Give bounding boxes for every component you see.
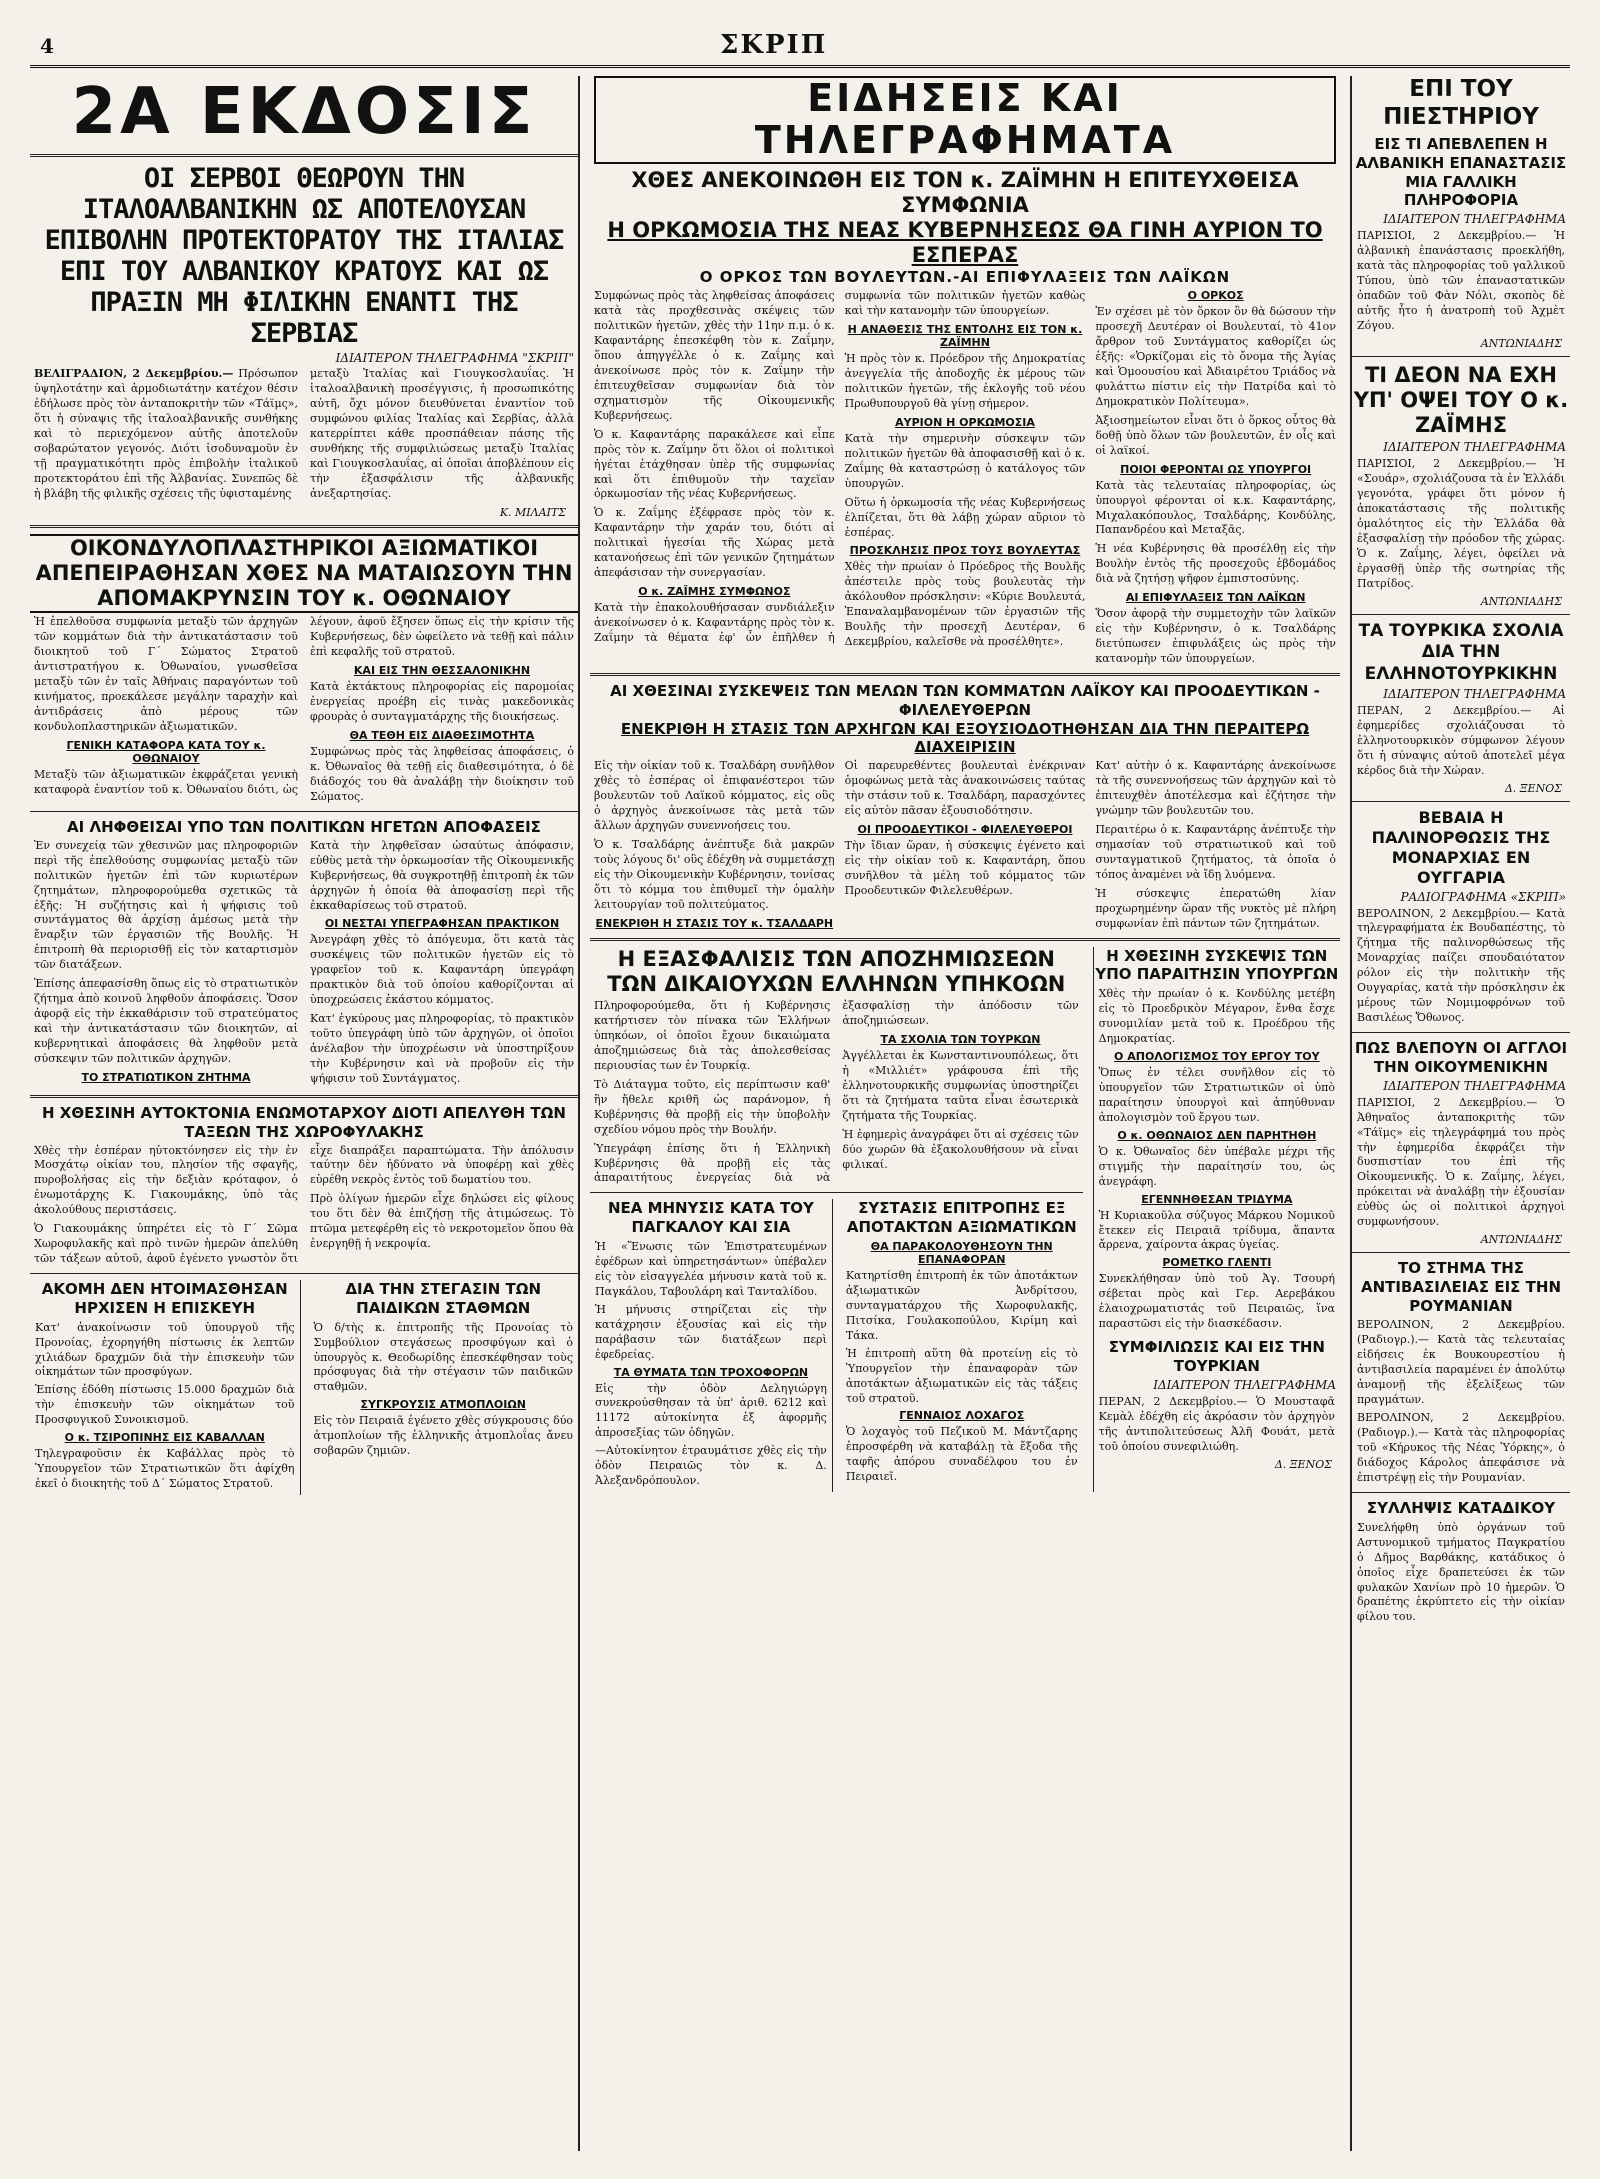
article-source: ΙΔΙΑΙΤΕΡΟΝ ΤΗΛΕΓΡΑΦΗΜΑ [1383,686,1566,701]
paragraph: Κατὰ τὴν ληφθεῖσαν ὡσαύτως ἀπόφασιν, εὐθὺς μετὰ τὴν ὁρκωμοσίαν τῆς Οἰκουμενικῆς Κυβερνήσεως, θὰ συγκροτηθῇ ἐπιτροπὴ ἐκ τῶν ἀρχηγῶν ἡ ὁποία θὰ ἀποφασίσῃ περὶ τῆς ἐκκαθαρίσεως τοῦ στρατοῦ. [310,838,574,912]
section-banner [594,76,1336,164]
paragraph: Ἡ «Ἕνωσις τῶν Ἐπιστρατευμένων ἐφέδρων καὶ ὑπηρετησάντων» ὑπέβαλεν εἰς τὸν εἰσαγγελέα μήνυσιν κατὰ τοῦ κ. Παγκάλου, Ταβουλάρη καὶ Τανταλίδου. [595,1239,827,1298]
article-headline: Η ΧΘΕΣΙΝΗ ΣΥΣΚΕΨΙΣ ΤΩΝ ΥΠΟ ΠΑΡΑΙΤΗΣΙΝ ΥΠΟΥΡΓΩΝ [1095,946,1339,984]
section-title: ΕΙΔΗΣΕΙΣ ΚΑΙ ΤΗΛΕΓΡΑΦΗΜΑΤΑ [754,76,1176,162]
article-romania [1352,1259,1570,1486]
article-nurseries [309,1280,579,1495]
signature: ΑΝΤΩΝΙΑΔΗΣ [1480,595,1562,608]
article-body [34,367,574,519]
paragraph: Περαιτέρω ὁ κ. Καφαντάρης ἀνέπτυξε τὴν σημασίαν τοῦ στρατιωτικοῦ καὶ τοῦ συνταγματικοῦ ζητήματος, τὰ ὁποῖα ὁ τόπος ἀναμένει νὰ ἴδῃ λυόμενα. [1095,822,1336,881]
paragraph: Ἡ Κυριακοῦλα σύζυγος Μάρκου Νομικοῦ ἔτεκεν εἰς Πειραιᾶ τρίδυμα, ἅπαντα ἄρρενα, χαίροντα ἀκρας ὑγείας. [1098,1208,1335,1252]
article-source: ΙΔΙΑΙΤΕΡΟΝ ΤΗΛΕΓΡΑΦΗΜΑ [1383,440,1566,455]
article-english [1352,1039,1570,1246]
article-headline: ΑΚΟΜΗ ΔΕΝ ΗΤΟΙΜΑΣΘΗΣΑΝ ΗΡΧΙΣΕΝ Η ΕΠΙΣΚΕΥΗ [41,1280,288,1317]
article-headline: ΤΑ ΤΟΥΡΚΙΚΑ ΣΧΟΛΙΑ ΔΙΑ ΤΗΝ ΕΛΛΗΝΟΤΟΥΡΚΙΚΗΝ [1358,621,1564,684]
divider [590,1192,1083,1193]
paragraph: Συνελήφθη ὑπὸ ὀργάνων τοῦ Αστυνομικοῦ τμήματος Παγκρατίου ὁ Δῆμος Βαρθάκης, κατάδικος ὁ ὁποῖος εἶχε δραπετεύσει ἐκ τῶν φυλακῶν Χανίων πρὸ 10 ἡμερῶν. Ὁ δραπέτης ἐκρύπτετο εἰς τὴν οἰκίαν φίλου του. [1357,1520,1565,1624]
subheading: ΑΙ ΕΠΙΦΥΛΑΞΕΙΣ ΤΩΝ ΛΑΪΚΩΝ [1125,591,1306,605]
paragraph: Ἡ ἐπελθοῦσα συμφωνία μεταξὺ τῶν ἀρχηγῶν τῶν κομμάτων διὰ τὴν ἀντικατάστασιν τοῦ διοικητοῦ τοῦ Γ΄ Σώματος Στρατοῦ ἀντιστρατήγου κ. Ὀθωναίου, γνωσθεῖσα μεταξὺ τῶν ἐν ταῖς Ἀθήναις παραγόντων τοῦ κινήματος, προεκάλεσε μεγάλην ταραχὴν καὶ ἀντιδράσεις ἀπὸ μέρους τῶν κονδυλοπλαστηρικῶν ἀξιωματικῶν. [34,615,298,734]
center-bottom-row [590,1199,1083,1492]
paragraph: Ὁ κ. Καφαντάρης παρακάλεσε καὶ εἶπε πρὸς τὸν κ. Ζαΐμην ὅτι ὅλοι οἱ πολιτικοὶ ἡγέται ἐτάχθησαν ὑπὲρ τῆς συμφωνίας καὶ ὅτι ἐπιθυμοῦν τὴν ταχεῖαν ὁρκωμοσίαν τῆς νέας Κυβερνήσεως. [594,427,835,501]
paragraph: ΠΕΡΑΝ, 2 Δεκεμβρίου.— Αἱ ἐφημερίδες σχολιάζουσαι τὸ ἑλληνοτουρκικὸν σύμφωνον λέγουν ὅτι ἡ σύναψις αὐτοῦ ἀποτελεῖ μέγα κέρδος διὰ τὴν Χώραν. [1357,703,1565,777]
divider [1352,801,1570,802]
divider [30,1095,578,1098]
paragraph: Μεταξὺ τῶν ἀξιωματικῶν ἐκφράζεται γενικὴ καταφορὰ ἐναντίον τοῦ κ. Ὀθωναίου διότι, ὡς λέγουν, ἀφοῦ ἔξησεν ὅπως εἰς τὴν κρίσιν τῆς Κυβερνήσεως, δὲν ὠφείλετο νὰ τεθῇ καὶ πάλιν ἐπὶ κεφαλῆς τοῦ στρατοῦ. [34,615,574,796]
subheading: Η ΑΝΑΘΕΣΙΣ ΤΗΣ ΕΝΤΟΛΗΣ ΕΙΣ ΤΟΝ κ. ΖΑΪΜΗΝ [847,323,1083,349]
article-officers [30,534,578,805]
paragraph: Κατηρτίσθη ἐπιτροπὴ ἐκ τῶν ἀποτάκτων ἀξιωματικῶν Ἀνδρίτσου, συνταγματάρχου τῆς Χωροφυλακῆς, Πιτσίκα, Γουλακοπούλου, Κιρίμη καὶ Τάκα. [845,1268,1078,1342]
paragraph: Κατ' ἀνακοίνωσιν τοῦ ὑπουργοῦ τῆς Προνοίας, ἐχορηγήθη πίστωσις ἐκ λεπτῶν χιλιάδων δραχμῶν διὰ τὴν ἐπισκευὴν τῶν οἰκημάτων τῶν προσφύγων. [35,1320,295,1379]
article-decisions [30,818,578,1089]
article-lead [590,168,1340,668]
article-headline: ΟΙ ΣΕΡΒΟΙ ΘΕΩΡΟΥΝ ΤΗΝ ΙΤΑΛΟΑΛΒΑΝΙΚΗΝ ΩΣ ΑΠΟΤΕΛΟΥΣΑΝ ΕΠΙΒΟΛΗΝ ΠΡΟΤΕΚΤΟΡΑΤΟΥ ΤΗΣ ΙΤΑΛΙΑΣ ΕΠΙ ΤΟΥ ΑΛΒΑΝΙΚΟΥ ΚΡΑΤΟΥΣ ΚΑΙ ΩΣ ΠΡΑΞΙΝ ΜΗ ΦΙΛΙΚΗΝ ΕΝΑΝΤΙ ΤΗΣ ΣΕΡΒΙΑΣ [44,163,564,350]
article-subheadline: ΕΝΕΚΡΙΘΗ Η ΣΤΑΣΙΣ ΤΩΝ ΑΡΧΗΓΩΝ ΚΑΙ ΕΞΟΥΣΙΟΔΟΤΗΘΗΣΑΝ ΔΙΑ ΤΗΝ ΠΕΡΑΙΤΕΡΩ ΔΙΑΧΕΙΡΙΣΙΝ [620,719,1310,757]
subheading: ΟΙ ΝΕΣΤΑΙ ΥΠΕΓΡΑΦΗΣΑΝ ΠΡΑΚΤΙΚΟΝ [324,917,560,931]
article-repairs [30,1280,301,1495]
paragraph: Ὁ δ/τὴς κ. ἐπιτροπῆς τῆς Προνοίας τὸ Συμβούλιον στεγάσεως προσφύγων καὶ ὁ ὑπουργὸς κ. Θεοδωρίδης ἐπεσκέφθησαν τοὺς πρόσφυγας διὰ τὴν στέγασιν τῶν παιδικῶν σταθμῶν. [313,1320,573,1394]
article-headline: ΠΩΣ ΒΛΕΠΟΥΝ ΟΙ ΑΓΓΛΟΙ ΤΗΝ ΟΙΚΟΥΜΕΝΙΚΗΝ [1354,1039,1568,1076]
subheading: ΑΥΡΙΟΝ Η ΟΡΚΩΜΟΣΙΑ [895,415,1035,429]
paragraph: ΒΕΡΟΛΙΝΟΝ, 2 Δεκεμβρίου. (Ραδιογρ.).— Κατὰ τὰς τελευταίας εἰδήσεις ἐκ Βουκουρεστίου ἡ ἀντιβασιλεία παραμένει ἐν ἀπολύτῳ ἀναμονῇ τῆς ἐξελίξεως τῶν πραγμάτων. [1357,1318,1565,1407]
paragraph: ΠΕΡΑΝ, 2 Δεκεμβρίου.— Ὁ Μουσταφᾶ Κεμὰλ ἐδέχθη εἰς ἀκρόασιν τὸν ἀρχηγὸν τῆς ἀντιπολιτεύσεως Ἀλῆ Φουάτ, μετὰ τοῦ ὁποίου συνεφιλιώθη. [1098,1394,1335,1453]
masthead: ΣΚΡΙΠ [720,30,828,60]
article-body [34,839,574,1089]
page-number: 4 [40,34,54,58]
paragraph: Οὕτω ἡ ὁρκωμοσία τῆς νέας Κυβερνήσεως ἐλπίζεται, ὅτι θὰ λάβῃ χώραν αὔριον τὸ ἑσπέρας. [844,495,1086,539]
paragraph-text: Πρόσωπον ὑψηλοτάτην καὶ ἁρμοδιωτάτην κατέχον θέσιν ἐδήλωσε πρὸς τὸν ἀνταποκριτὴν τῶν «Τάϊμς», ὅτι ἡ σύναψις τῆς ἰταλοαλβανικῆς συνθήκης καὶ τὸ περιεχόμενον αὐτῆς ἀποτελοῦν σοβαρώτατον γεγονός. Διότι ἰσοδυναμοῦν ἐν τῇ πραγματικότητι πρὸς ἐπιβολὴν ἰταλικοῦ προτεκτοράτου ἐπὶ τῆς Ἀλβανίας. Συνεπῶς δὲ ἡ βλάβη τῆς φιλικῆς σχέσεις τῆς ὑφισταμένης [34,367,298,500]
article-body [34,615,574,805]
article-headline: ΔΙΑ ΤΗΝ ΣΤΕΓΑΣΙΝ ΤΩΝ ΠΑΙΔΙΚΩΝ ΣΤΑΘΜΩΝ [345,1280,542,1317]
paragraph: Ἡ ἐπιτροπὴ αὕτη θὰ προτείνῃ εἰς τὸ Ὑπουργεῖον τὴν ἐπαναφορὰν τῶν ἀποτάκτων ἀξιωματικῶν εἰς τὰς τάξεις τοῦ στρατοῦ. [845,1346,1078,1405]
paragraph: Κατὰ ἐκτάκτους πληροφορίας εἰς παρομοίας ἐνεργείας προέβη εἰς τινὰς μακεδονικὰς φρουρὰς ὁ συνταγματάρχης τῆς διοικήσεως. [310,680,574,724]
paragraph: Χθὲς τὴν πρωίαν ὁ κ. Κονδύλης μετέβη εἰς τὸ Προεδρικὸν Μέγαρον, ἔνθα ἔσχε συνομιλίαν μετὰ τοῦ κ. Προέδρου τῆς Δημοκρατίας. [1098,987,1335,1045]
paragraph: Πληροφορούμεθα, ὅτι ἡ Κυβέρνησις κατήρτισεν τὸν πίνακα τῶν Ἑλλήνων ὑπηκόων, οἱ ὁποῖοι ἔχουν δικαιώματα ἀποζημιώσεως διὰ τὰς ἀπολεσθείσας περιουσίας των ἐν Τουρκίᾳ. [594,998,831,1072]
article-body [594,759,1336,931]
article-headline: ΕΠΙ ΤΟΥ ΠΙΕΣΤΗΡΙΟΥ [1383,76,1539,130]
subheading: Ο κ. ΖΑΪΜΗΣ ΣΥΜΦΩΝΟΣ [638,585,791,599]
article-committee [841,1199,1083,1492]
paragraph: Ὅσον ἀφορᾷ τὴν συμμετοχὴν τῶν λαϊκῶν εἰς τὴν Κυβέρνησιν, ὁ κ. Τσαλδάρης διετύπωσεν ἐπιφυλάξεις ὡς πρὸς τὴν κατανομὴν τῶν ὑπουργείων. [1095,607,1336,666]
dateline: ΒΕΛΙΓΡΑΔΙΟΝ, 2 Δεκεμβρίου.— [34,367,234,381]
subheading: Ο κ. ΤΣΙΡΟΠΙΝΗΣ ΕΙΣ ΚΑΒΑΛΛΑΝ [64,1431,265,1445]
signature: Δ. ΞΕΝΟΣ [1274,1457,1332,1471]
right-column [1350,76,1570,2151]
paragraph: Ὁ κ. Ὀθωναῖος δὲν ὑπέβαλε μέχρι τῆς στιγμῆς τὴν παραίτησίν του, ὡς ἀνεγράφη. [1098,1144,1335,1188]
subheading: ΘΑ ΤΕΘΗ ΕΙΣ ΔΙΑΘΕΣΙΜΟΤΗΤΑ [349,729,535,743]
paragraph: Εἰς τὴν οἰκίαν τοῦ κ. Τσαλδάρη συνῆλθον χθὲς τὸ ἑσπέρας οἱ ἐπιφανέστεροι τῶν βουλευτῶν τοῦ Λαϊκοῦ κόμματος, εἰς οὓς ὁ ἀρχηγὸς ἀνεκοίνωσε τὰς μετὰ τῶν ἄλλων ἀρχηγῶν συνεννοήσεις του. [594,759,835,832]
paragraph: Κατ' αὐτὴν ὁ κ. Καφαντάρης ἀνεκοίνωσε τὰ τῆς συνεννοήσεως τῶν ἀρχηγῶν καὶ τὸ ἐπιτευχθὲν ἀποτέλεσμα καὶ ἐζήτησε τὴν γνώμην τῶν βουλευτῶν του. [1095,759,1336,817]
paragraph: Κατὰ τὴν ἐπακολουθήσασαν συνδιάλεξιν ἀνεκοίνωσεν ὁ κ. Καφαντάρης πρὸς τὸν κ. Ζαΐμην τὰ θέματα ἐφ' ὧν ἐπῆλθεν ἡ συμφωνία τῶν πολιτικῶν ἡγετῶν καθὼς καὶ τὴν κατανομὴν τῶν ὑπουργείων. [594,289,1086,645]
paragraph: —Αὐτοκίνητον ἐτραυμάτισε χθὲς εἰς τὴν ὁδὸν Πειραιῶς τὸν κ. Δ. Ἀλεξανδρόπουλον. [595,1444,827,1488]
center-lower-left [590,947,1083,1493]
article-headline: Η ΧΘΕΣΙΝΗ ΑΥΤΟΚΤΟΝΙΑ ΕΝΩΜΟΤΑΡΧΟΥ ΔΙΟΤΙ ΑΠΕΛΥΘΗ ΤΩΝ ΤΑΞΕΩΝ ΤΗΣ ΧΩΡΟΦΥΛΑΚΗΣ [42,1104,566,1141]
center-lower-section [590,947,1340,1493]
paragraph: Ἐν σχέσει μὲ τὸν ὅρκον ὃν θὰ δώσουν τὴν προσεχῆ Δευτέραν οἱ Βουλευταί, τὸ 41ον ἄρθρον τοῦ Συντάγματος καθορίζει ὡς ἑξῆς: «Ὁρκίζομαι εἰς τὸ ὄνομα τῆς Ἁγίας καὶ Ὁμοουσίου καὶ Ἀδιαιρέτου Τριάδος νὰ φυλάττω πίστιν εἰς τὴν Πατρίδα καὶ τὸ Δημοκρατικὸν Πολίτευμα». [1095,305,1336,408]
article-subheadline: ΕΙΣ ΤΙ ΑΠΕΒΛΕΠΕΝ Η ΑΛΒΑΝΙΚΗ ΕΠΑΝΑΣΤΑΣΙΣ ΜΙΑ ΓΑΛΛΙΚΗ ΠΛΗΡΟΦΟΡΙΑ [1355,135,1567,210]
divider [30,811,578,812]
signature: ΑΝΤΩΝΙΑΔΗΣ [1480,1233,1562,1247]
paragraph: ΠΑΡΙΣΙΟΙ, 2 Δεκεμβρίου.— Ἡ «Σουάρ», σχολιάζουσα τὰ ἐν Ἑλλάδι γεγονότα, γράφει ὅτι μόνον ἡ ἀποκατάστασις τῆς πολιτικῆς ὁμαλότητος εἰς τὴν Ἑλλάδα θὰ ἐξασφαλίσῃ τὴν πρόοδον τῆς χώρας. Ὁ κ. Ζαΐμης, λέγει, ὀφείλει νὰ ἐργασθῇ ὑπὲρ τῆς σωτηρίας τῆς Πατρίδος. [1357,457,1565,591]
subheading: ΤΑ ΣΧΟΛΙΑ ΤΩΝ ΤΟΥΡΚΩΝ [880,1032,1041,1046]
divider [30,525,578,528]
paragraph: Ἀγγέλλεται ἐκ Κωνσταντινουπόλεως, ὅτι ἡ «Μιλλιέτ» γράφουσα ἐπὶ τῆς ἑλληνοτουρκικῆς συμφωνίας ὑποστηρίζει ὅτι τὰ ζητήματα ταῦτα εἶναι ἐσωτερικὰ ζητήματα τῆς Τουρκίας. [842,1048,1079,1122]
subheading: Ο ΟΡΚΟΣ [1187,289,1244,303]
paragraph: Ἡ σύσκεψις ἐπερατώθη λίαν προχωρημένην ὥραν τῆς νυκτὸς μὲ πλήρη συμφωνίαν ἐπὶ πάντων τῶν ζητημάτων. [1095,886,1336,930]
divider [1352,1252,1570,1253]
paragraph: ΠΑΡΙΣΙΟΙ, 2 Δεκεμβρίου.— Ὁ Ἀθηναῖος ἀνταποκριτὴς τῶν «Τάϊμς» εἰς τηλεγράφημά του πρὸς τὴν ἐφημερίδα ἐκφράζει τὴν δυσπιστίαν του ἐπὶ τῆς Οἰκουμενικῆς. Ὁ κ. Ζαΐμης, λέγει, πρόκειται νὰ ἀναλάβῃ τὴν ἐξουσίαν εὐθὺς ὡς οἱ πολιτικοὶ ἀρχηγοὶ συμφωνήσουν. [1357,1095,1565,1229]
paragraph: Ἡ πρὸς τὸν κ. Πρόεδρον τῆς Δημοκρατίας ἀνεγγελία τῆς ἀποδοχῆς ἐκ μέρους τῶν πολιτικῶν ἡγετῶν, τῆς ἐκλογῆς τοῦ νέου Πρωθυπουργοῦ θὰ γίνῃ σήμερον. [844,352,1086,410]
article-subheadline: Ο ΟΡΚΟΣ ΤΩΝ ΒΟΥΛΕΥΤΩΝ.-ΑΙ ΕΠΙΦΥΛΑΞΕΙΣ ΤΩΝ ΛΑΪΚΩΝ [699,268,1231,287]
paragraph: Ὑπεγράφη ἐπίσης ὅτι ἡ Ἑλληνικὴ Κυβέρνησις θὰ προβῇ εἰς τὰς ἀπαραιτήτους ἐνεργείας διὰ νὰ ἐξασφαλίσῃ τὴν ἀπόδοσιν τῶν ἀποζημιώσεων. [594,998,1079,1185]
divider [1352,1032,1570,1033]
article-body [594,999,1079,1186]
divider [590,938,1340,941]
article-headline: ΑΙ ΛΗΦΘΕΙΣΑΙ ΥΠΟ ΤΩΝ ΠΟΛΙΤΙΚΩΝ ΗΓΕΤΩΝ ΑΠΟΦΑΣΕΙΣ [67,817,541,836]
paragraph: ΒΕΡΟΛΙΝΟΝ, 2 Δεκεμβρίου. (Ραδιογρ.).— Κατὰ τὰς πληροφορίας τοῦ «Κήρυκος τῆς Νέας Ὑόρκης», ὁ διάδοχος Κάρολος ἀπεφάσισε νὰ ἐπιστρέψῃ εἰς τὴν Ρουμανίαν. [1357,1411,1565,1484]
page-header [30,28,1570,68]
article-arrest [1352,1499,1570,1625]
divider [1352,356,1570,357]
article-serbs [30,163,578,519]
paragraph: Ἐν συνεχείᾳ τῶν χθεσινῶν μας πληροφοριῶν περὶ τῆς ἐπελθούσης συμφωνίας μεταξὺ τῶν πολιτικῶν ἡγετῶν ἐπὶ τῶν κυριωτέρων ζητημάτων, πληροφορούμεθα σχετικῶς τὰ ἑξῆς: Ἡ συζήτησις καὶ ἡ ψήφισις τοῦ συντάγματος θὰ ἀρχίσῃ ἀμέσως μετὰ τὴν ἔναρξιν τῶν ἐργασιῶν τῆς Βουλῆς. Ἡ ἐπιτροπὴ θὰ περιορισθῇ εἰς τὸν καταρτισμὸν τῶν διατάξεων. [34,838,298,972]
subheading: ΟΙ ΠΡΟΟΔΕΥΤΙΚΟΙ - ΦΙΛΕΛΕΥΘΕΡΟΙ [857,822,1073,836]
article-headline: ΣΥΛΛΗΨΙΣ ΚΑΤΑΔΙΚΟΥ [1366,1498,1556,1517]
paragraph: μεταξὺ Ἰταλίας καὶ Γιουγκοσλαυΐας. Ἡ ἰταλοαλβανικὴ προσέγγισις, ἡ προσωπικότης αὐτῆ, ὄχι μόνον διευθύνεται ἐναντίον τοῦ συμφώνου φιλίας Ἰταλίας καὶ Σερβίας, ἀλλὰ κατερρίπτει κάθε προσπάθειαν πάσης τῆς συνθήκης τῆς συμφιλιώσεως μεταξὺ Ἰταλίας καὶ Γιουγκοσλαυΐας, αἱ ὁποῖαι ἀποβλέπουν εἰς τὴν ἐξασφάλισιν τῆς ἀλβανικῆς ἀνεξαρτησίας. [310,367,574,500]
subheading: ΣΥΓΚΡΟΥΣΙΣ ΑΤΜΟΠΛΟΙΩΝ [360,1398,526,1412]
article-headline: Η ΕΞΑΣΦΑΛΙΣΙΣ ΤΩΝ ΑΠΟΖΗΜΙΩΣΕΩΝ ΤΩΝ ΔΙΚΑΙΟΥΧΩΝ ΕΛΛΗΝΩΝ ΥΠΗΚΟΩΝ [607,946,1066,996]
paragraph: Ὁ λοχαγὸς τοῦ Πεζικοῦ Μ. Μάντζαρης ἐπροσφέρθη νὰ καταβάλῃ τὰ ἔξοδα τῆς ταφῆς ἀπόρου συναδέλφου του ἐν Πειραιεῖ. [845,1425,1078,1484]
article-headline: Η ΟΡΚΩΜΟΣΙΑ ΤΗΣ ΝΕΑΣ ΚΥΒΕΡΝΗΣΕΩΣ ΘΑ ΓΙΝΗ ΑΥΡΙΟΝ ΤΟ ΕΣΠΕΡΑΣ [607,217,1323,268]
paragraph: Εἰς τὴν ὁδὸν Δεληγιώργη συνεκρούσθησαν τὰ ὑπ' ἀριθ. 6212 καὶ 11172 αὐτοκίνητα ἐξ ἀφορμῆς ἀπροσεξίας τῶν ὁδηγῶν. [595,1381,827,1440]
subheading: ΓΕΝΝΑΙΟΣ ΛΟΧΑΓΟΣ [899,1409,1025,1423]
paragraph: Ἐπίσης ἐδόθη πίστωσις 15.000 δραχμῶν διὰ τὴν ἐπισκευὴν τῶν οἰκημάτων τοῦ Προσφυγικοῦ Συνοικισμοῦ. [35,1383,295,1427]
article-source: ΡΑΔΙΟΓΡΑΦΗΜΑ «ΣΚΡΙΠ» [1400,889,1566,904]
paragraph: Εἰς τὸν Πειραιᾶ ἐγένετο χθὲς σύγκρουσις δύο ἀτμοπλοίων τῆς ἑλληνικῆς ἀτμοπλοΐας ἄνευ σοβαρῶν ζημιῶν. [313,1414,573,1458]
article-headline: ΣΥΣΤΑΣΙΣ ΕΠΙΤΡΟΠΗΣ ΕΞ ΑΠΟΤΑΚΤΩΝ ΑΞΙΩΜΑΤΙΚΩΝ [846,1199,1077,1237]
paragraph: Ὅπως ἐν τέλει συνῆλθον εἰς τὸ ὑπουργεῖον τῶν Στρατιωτικῶν οἱ ὑπὸ παραίτησιν ὑπουργοὶ καὶ ἀπηύθυναν ἀπολογισμὸν τοῦ ἔργου των. [1098,1065,1335,1124]
left-column [30,76,580,2151]
paragraph: Ὁ κ. Τσαλδάρης ἀνέπτυξε διὰ μακρῶν τοὺς λόγους δι' οὓς ἐδέχθη νὰ συμμετάσχῃ εἰς τὴν Οἰκουμενικὴν Κυβέρνησιν, τονίσας ὅτι τὸ κόμμα του ἐπιθυμεῖ τὴν ὁμαλὴν λειτουργίαν τοῦ πολιτεύματος. [594,837,835,911]
article-headline: ΧΘΕΣ ΑΝΕΚΟΙΝΩΘΗ ΕΙΣ ΤΟΝ κ. ΖΑΪΜΗΝ Η ΕΠΙΤΕΥΧΘΕΙΣΑ ΣΥΜΦΩΝΙΑ [631,167,1299,217]
subheading: ΓΕΝΙΚΗ ΚΑΤΑΦΟΡΑ ΚΑΤΑ ΤΟΥ κ. ΟΘΩΝΑΙΟΥ [66,739,266,766]
article-body [34,1144,574,1268]
paragraph: Συμφώνως πρὸς τὰς ληφθείσας ἀποφάσεις, ὁ κ. Ὀθωναῖος θὰ τεθῇ εἰς διαθεσιμότητα, ὁ δὲ διάδοχός του θὰ ἀναλάβῃ τὴν διοίκησιν τοῦ Σώματος. [310,745,574,803]
signature: Κ. ΜΙΛΑΙΤΣ [499,505,566,519]
article-press [1352,76,1570,350]
subheading: ΠΡΟΣΚΛΗΣΙΣ ΠΡΟΣ ΤΟΥΣ ΒΟΥΛΕΥΤΑΣ [849,544,1081,558]
paragraph: Τὴν ἴδιαν ὥραν, ἡ σύσκεψις ἐγένετο καὶ εἰς τὴν οἰκίαν τοῦ κ. Καφαντάρη, ὅπου συνῆλθον τὰ μέλη τοῦ κόμματος τῶν Προοδευτικῶν Φιλελευθέρων. [844,838,1086,897]
divider [590,673,1340,676]
paragraph: Ἀνεγράφη χθὲς τὸ ἀπόγευμα, ὅτι κατὰ τὰς συσκέψεις τῶν πολιτικῶν ἡγετῶν εἰς τὸ γραφεῖον τοῦ κ. Καφαντάρη ὑπεγράφη πρακτικὸν διὰ τοῦ ὁποίου καθορίζονται αἱ ὑποχρεώσεις ἑκάστου κόμματος. [310,933,574,1007]
newspaper-page [30,28,1570,2158]
paragraph: Κατὰ τὴν σημερινὴν σύσκεψιν τῶν πολιτικῶν ἡγετῶν θὰ ἀποφασισθῇ καὶ ὁ κ. Ζαΐμης θὰ καταστρώσῃ ὁ κατάλογος τῶν ὑπουργῶν. [844,431,1086,490]
subheading: ΕΝΕΚΡΙΘΗ Η ΣΤΑΣΙΣ ΤΟΥ κ. ΤΣΑΛΔΑΡΗ [595,916,834,930]
paragraph: Ἡ ἐφημερὶς ἀναγράφει ὅτι αἱ σχέσεις τῶν δύο χωρῶν θὰ ἐξακολουθήσουν νὰ εἶναι φιλικαί. [842,1127,1079,1171]
article-source: ΙΔΙΑΙΤΕΡΟΝ ΤΗΛΕΓΡΑΦΗΜΑ "ΣΚΡΙΠ" [335,351,574,366]
article-hungary [1352,808,1570,1027]
article-source: ΙΔΙΑΙΤΕΡΟΝ ΤΗΛΕΓΡΑΦΗΜΑ [1383,212,1566,227]
edition-title: 2Α ΕΚΔΟΣΙΣ [71,76,537,149]
divider [30,154,578,157]
article-zaimis [1352,363,1570,608]
article-turkish [1352,621,1570,795]
paragraph: Χθὲς τὴν πρωίαν ὁ Πρόεδρος τῆς Βουλῆς ἀπέστειλε πρὸς τοὺς βουλευτὰς τὴν ἀκόλουθον πρόσκλησιν: «Κύριε Βουλευτά, Ἐπαναλαμβανομένων τῶν ἐργασιῶν τῆς Βουλῆς τὴν προσεχῆ Δευτέραν, 6 Δεκεμβρίου, καλεῖσθε νὰ προσέλθητε». [844,560,1086,649]
center-lower-right [1093,947,1340,1493]
signature: ΑΝΤΩΝΙΑΔΗΣ [1480,336,1562,350]
paragraph: ΒΕΡΟΛΙΝΟΝ, 2 Δεκεμβρίου.— Κατὰ τηλεγραφήματα ἐκ Βουδαπέστης, τὸ ζήτημα τῆς παλινορθώσεως τῆς Μοναρχίας παίζει σπουδαιότατον ρόλον εἰς τὴν πολιτικὴν τῆς Ουγγαρίας, κατὰ τὴν πρόσκλησιν ἐκ μέρους τῶν Νομιμοφρόνων τοῦ Βασιλέως Ὄθωνος. [1357,906,1565,1025]
paragraph: Ἡ μήνυσις στηρίζεται εἰς τὴν κατάχρησιν ἐξουσίας καὶ εἰς τὴν παράβασιν τῶν διατάξεων περὶ ἐφεδρείας. [595,1302,827,1361]
article-suicide [30,1104,578,1267]
paragraph: Ὁ κ. Ζαΐμης ἐξέφρασε πρὸς τὸν κ. Καφαντάρην τὴν χαράν του, διότι αἱ πολιτικαὶ ἡγεσίαι τῆς Χώρας μετὰ κατανοήσεως ἐπὶ τῶν γενικῶν ζητημάτων ἀπεφάσισαν τὴν συνεργασίαν. [594,506,835,580]
article-ministers [1094,947,1340,1471]
article-party-meetings [590,682,1340,931]
paragraph: Ἡ νέα Κυβέρνησις θὰ προσέλθῃ εἰς τὴν Βουλὴν ἐντὸς τῆς προσεχοῦς ἑβδομάδος διὰ νὰ ζητήσῃ ψῆφον ἐμπιστοσύνης. [1095,542,1336,586]
paragraph: Πρὸ ὀλίγων ἡμερῶν εἶχε δηλώσει εἰς φίλους του ὅτι δὲν θὰ ἐπιζήσῃ τῆς ἀτιμώσεως. Τὸ πτῶμα μετεφέρθη εἰς τὸ νεκροτομεῖον ὅπου θὰ ἐνεργηθῇ ἡ νεκροψία. [310,1192,574,1251]
paragraph: Ὁ Γιακουμάκης ὑπηρέτει εἰς τὸ Γ΄ Σῶμα Χωροφυλακῆς καὶ πρὸ τινῶν ἡμερῶν ἀπελύθη τῶν τάξεων αὐτοῦ, ἀφοῦ ἐγένετο γνωστὸν ὅτι εἶχε διαπράξει παραπτώματα. Τὴν ἀπόλυσιν ταύτην δὲν ἠδύνατο νὰ ὑποφέρῃ καὶ χθὲς εὑρέθη νεκρὸς ἐντὸς τοῦ δωματίου του. [34,1143,574,1266]
paragraph: Συνεκλήθησαν ὑπὸ τοῦ Ἀγ. Τσουρή σέβεται πρὸς καὶ Γερ. Αερεβάκου ἐλαιοχρωματιστάς τοῦ Πειραιῶς, ἵνα παραστῶσι εἰς τὴν διασκέδασιν. [1098,1272,1335,1331]
subheading: ΕΓΕΝΝΗΘΕΣΑΝ ΤΡΙΔΥΜΑ [1141,1192,1293,1206]
article-compensation [590,947,1083,1187]
subheading: Ο ΑΠΟΛΟΓΙΣΜΟΣ ΤΟΥ ΕΡΓΟΥ ΤΟΥ [1114,1049,1320,1063]
paragraph: Ἐπίσης ἀπεφασίσθη ὅπως εἰς τὸ στρατιωτικὸν ζήτημα ἀπὸ κοινοῦ ληφθοῦν ἀποφάσεις. Ὅσον ἀφορᾷ εἰς τὴν ἐκκαθάρισιν τοῦ στρατεύματος καὶ τὴν ἀντικατάστασιν τῶν διοικητῶν, αἱ κυβερνητικαὶ ἀποφάσεις θὰ ληφθοῦν μετὰ σύσκεψιν τῶν πολιτικῶν ἀρχηγῶν. [34,977,298,1066]
paragraph: Ἀξιοσημείωτον εἶναι ὅτι ὁ ὅρκος οὗτος θὰ δοθῇ ὑπὸ ὅλων τῶν βουλευτῶν, ἐν οἷς καὶ οἱ λαϊκοί. [1095,413,1336,457]
paragraph: Οἱ παρευρεθέντες βουλευταὶ ἐνέκριναν ὁμοφώνως μετὰ τὰς ἀνακοινώσεις ταύτας τὴν στάσιν τοῦ κ. Τσαλδάρη, παρασχόντες εἰς αὐτὸν πᾶσαν ἐξουσιοδότησιν. [844,759,1086,817]
subheading: ΡΟΜΕΤΚΟ ΓΛΕΝΤΙ [1162,1256,1272,1270]
article-source: ΙΔΙΑΙΤΕΡΟΝ ΤΗΛΕΓΡΑΦΗΜΑ [1153,1377,1336,1392]
article-body [594,289,1336,667]
center-column [590,76,1340,2151]
article-headline: ΤΙ ΔΕΟΝ ΝΑ ΕΧΗ ΥΠ' ΟΨΕΙ ΤΟΥ Ο κ. ΖΑΪΜΗΣ [1353,362,1569,438]
article-headline: ΝΕΑ ΜΗΝΥΣΙΣ ΚΑΤΑ ΤΟΥ ΠΑΓΚΑΛΟΥ ΚΑΙ ΣΙΑ [607,1199,814,1237]
subheading: Ο κ. ΟΘΩΝΑΙΟΣ ΔΕΝ ΠΑΡΗΤΗΘΗ [1117,1128,1317,1142]
subheading: ΘΑ ΠΑΡΑΚΟΛΟΥΘΗΣΟΥΝ ΤΗΝ ΕΠΑΝΑΦΟΡΑΝ [870,1239,1053,1266]
paragraph: Τηλεγραφοῦσιν ἐκ Καβάλλας πρὸς τὸ Ὑπουργεῖον τῶν Στρατιωτικῶν ὅτι ἀφίχθη ἐκεῖ ὁ διοικητὴς τοῦ Δ΄ Σώματος Στρατοῦ. [35,1447,295,1491]
paragraph: Κατὰ τὰς τελευταίας πληροφορίας, ὡς ὑπουργοὶ φέρονται οἱ κ.κ. Καφαντάρης, Μιχαλακόπουλος, Τσαλδάρης, Κονδύλης, Παπανδρέου καὶ Μεταξᾶς. [1095,478,1336,537]
divider [1352,614,1570,615]
paragraph: Χθὲς τὴν ἑσπέραν ηὐτοκτόνησεν εἰς τὴν ἐν Μοσχάτῳ οἰκίαν του, πλησίον τῆς σφαγῆς, πυροβολήσας εἰς τὴν δεξιὰν κρόταφον, ὁ ἐνωμοτάρχης Κ. Γιακουμάκης, ὑπὸ τὰς ἀκολούθους περιστάσεις. [34,1143,298,1217]
article-headline: ΒΕΒΑΙΑ Η ΠΑΛΙΝΟΡΘΩΣΙΣ ΤΗΣ ΜΟΝΑΡΧΙΑΣ ΕΝ ΟΥΓΓΑΡΙΑ [1371,807,1551,887]
subheading: ΤΑ ΘΥΜΑΤΑ ΤΩΝ ΤΡΟΧΟΦΟΡΩΝ [613,1365,809,1379]
article-source: ΙΔΙΑΙΤΕΡΟΝ ΤΗΛΕΓΡΑΦΗΜΑ [1383,1078,1566,1093]
paragraph: Κατ' ἐγκύρους μας πληροφορίας, τὸ πρακτικὸν τοῦτο ὑπεγράφη ὑπὸ τῶν ἀρχηγῶν, οἱ ὁποῖοι ἀνέλαβον τὴν ὑποχρέωσιν νὰ ὑποστηρίξουν τὴν Κυβέρνησιν καὶ νὰ προβοῦν εἰς τὴν ψήφισιν τοῦ Συντάγματος. [310,1012,574,1086]
article-headline: ΣΥΜΦΙΛΙΩΣΙΣ ΚΑΙ ΕΙΣ ΤΗΝ ΤΟΥΡΚΙΑΝ [1108,1338,1325,1375]
paragraph: Συμφώνως πρὸς τὰς ληφθείσας ἀποφάσεις κατὰ τὰς προχθεσινὰς σκέψεις τῶν πολιτικῶν ἡγετῶν, χθὲς τὴν 11ην π.μ. ὁ κ. Καφαντάρης ἐπεσκέφθη τὸν κ. Ζαΐμην, ὅπου ἀπηγγέλλε ὁ κ. Ζαΐμης καὶ ἀνεκοίνωσε πρὸς τὸν κ. Ζαΐμην τὴν ἐπιτευχθεῖσαν συμφωνίαν διὰ τὸν σχηματισμὸν τῆς Οἰκουμενικῆς Κυβερνήσεως. [594,289,835,422]
subheading: ΚΑΙ ΕΙΣ ΤΗΝ ΘΕΣΣΑΛΟΝΙΚΗΝ [353,664,531,678]
paragraph: Τὸ Διάταγμα τοῦτο, εἰς περίπτωσιν καθ' ἣν ἤθελε κριθῆ ὡς παράνομον, ἡ Κυβέρνησις θὰ προβῇ εἰς τὴν ὑποβολὴν σχεδίου νόμου πρὸς τὴν Βουλήν. [594,1077,831,1136]
subheading: ΠΟΙΟΙ ΦΕΡΟΝΤΑΙ ΩΣ ΥΠΟΥΡΓΟΙ [1120,462,1312,476]
article-lawsuit [590,1199,833,1492]
divider [1352,1492,1570,1493]
article-headline: ΤΟ ΣΤΗΜΑ ΤΗΣ ΑΝΤΙΒΑΣΙΛΕΙΑΣ ΕΙΣ ΤΗΝ ΡΟΥΜΑΝΙΑΝ [1361,1259,1561,1315]
article-headline: ΑΙ ΧΘΕΣΙΝΑΙ ΣΥΣΚΕΨΕΙΣ ΤΩΝ ΜΕΛΩΝ ΤΩΝ ΚΟΜΜΑΤΩΝ ΛΑΪΚΟΥ ΚΑΙ ΠΡΟΟΔΕΥΤΙΚΩΝ - ΦΙΛΕΛΕΥΘΕΡΩΝ [610,682,1320,719]
bottom-row [30,1280,578,1495]
paragraph: ΠΑΡΙΣΙΟΙ, 2 Δεκεμβρίου.— Ἡ ἀλβανικὴ ἐπανάστασις προεκλήθη, κατὰ τὰς πληροφορίας τοῦ γαλλικοῦ Τύπου, ὑπὸ τῶν ἐπαναστατικῶν ὁπαδῶν τοῦ Φὰν Νόλι, σκοπὸς δὲ αὐτῆς ἦτο ἡ ἀνατροπὴ τοῦ Ἀχμὲτ Ζόγου. [1357,229,1565,332]
paragraph [34,367,298,502]
article-headline: ΟΙΚΟΝΔΥΛΟΠΛΑΣΤΗΡΙΚΟΙ ΑΞΙΩΜΑΤΙΚΟΙ ΑΠΕΠΕΙΡΑΘΗΣΑΝ ΧΘΕΣ ΝΑ ΜΑΤΑΙΩΣΟΥΝ ΤΗΝ ΑΠΟΜΑΚΡΥΝΣΙΝ ΤΟΥ κ. ΟΘΩΝΑΙΟΥ [30,534,578,614]
signature: Δ. ΞΕΝΟΣ [1504,781,1562,795]
subheading: ΤΟ ΣΤΡΑΤΙΩΤΙΚΟΝ ΖΗΤΗΜΑ [81,1071,251,1084]
divider [30,1273,578,1274]
